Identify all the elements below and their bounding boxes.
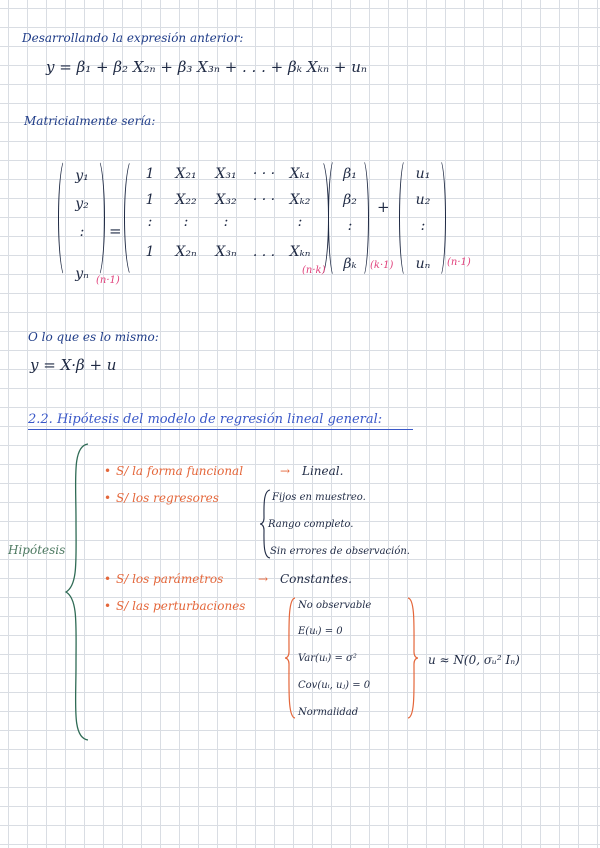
x-cell: · · · [252,192,276,208]
y-n: yₙ [75,266,89,282]
bullet: • [104,464,112,478]
item-parameters: S/ los parámetros [116,572,224,586]
dim-b: (k·1) [370,260,394,271]
item-regressors: S/ los regresores [116,491,219,505]
x-cell: X₂ₙ [175,244,197,260]
disturbances-left-brace-icon [283,596,297,720]
item-disturbances: S/ las perturbaciones [116,599,246,613]
x-row-1 [134,166,318,182]
item-functional-form: S/ la forma funcional [116,464,244,478]
disturbances-right-brace-icon [406,596,420,720]
dim-x: (n·k) [302,265,326,276]
x-cell: 1 [145,244,155,260]
x-cell: Xₖₙ [289,244,311,260]
x-cell: 1 [145,192,155,208]
u-dots: : [420,218,426,234]
x-cell: : [297,214,303,230]
intro-text: Desarrollando la expresión anterior: [22,31,244,45]
b-1: β₁ [343,166,357,182]
b-dots: : [347,218,353,234]
plus-sign: + [377,198,390,216]
item-parameters-value: Constantes. [280,572,352,586]
disturbance-value: Cov(uᵢ, uⱼ) = 0 [298,680,371,691]
u-vector [409,166,437,272]
x-cell: X₂₁ [175,166,197,182]
hypothesis-brace-icon [62,440,92,744]
y-1: y₁ [75,168,89,184]
dim-u: (n·1) [447,257,471,268]
dim-y: (n·1) [96,275,120,286]
expanded-equation: y = β₁ + β₂ X₂ₙ + β₃ X₃ₙ + . . . + βₖ Xₖₙ + uₙ [46,58,367,76]
disturbance-value: Var(uᵢ) = σ² [298,653,357,664]
compact-equation: y = X·β + u [30,356,117,374]
disturbance-value: No observable [298,600,372,611]
x-cell: · · · [252,166,276,182]
y-2: y₂ [75,196,89,212]
section-heading: 2.2. Hipótesis del modelo de regresión lineal general: [28,412,383,427]
disturbance-value: E(uᵢ) = 0 [298,626,343,637]
x-cell: Xₖ₂ [289,192,311,208]
x-row-3 [134,214,318,230]
b-2: β₂ [343,192,357,208]
regressor-value: Rango completo. [268,519,354,530]
u-n: uₙ [415,256,431,272]
y-vector [70,168,94,282]
x-cell: X₃ₙ [215,244,237,260]
beta-vector [338,166,362,272]
x-cell: : [147,214,153,230]
y-dots: : [79,224,85,240]
bullet: • [104,572,112,586]
arrow-icon: → [280,464,291,478]
bullet: • [104,599,112,613]
matrix-intro-text: Matricialmente sería: [24,114,156,128]
item-functional-form-value: Lineal. [302,464,344,478]
x-cell: Xₖ₁ [289,166,311,182]
restatement-text: O lo que es lo mismo: [28,330,159,344]
bullet: • [104,491,112,505]
x-cell: X₃₁ [215,166,237,182]
x-cell [246,214,282,230]
arrow-icon: → [258,572,269,586]
regressor-value: Sin errores de observación. [270,546,410,557]
x-cell: : [183,214,189,230]
x-cell: . . . [252,244,276,260]
u-2: u₂ [415,192,431,208]
heading-underline [28,429,413,430]
x-cell: : [223,214,229,230]
x-row-n [134,244,318,260]
regressor-value: Fijos en muestreo. [272,492,366,503]
distribution-formula: u ≈ N(0, σᵤ² Iₙ) [428,653,520,667]
equals-sign: = [109,222,122,240]
disturbance-value: Normalidad [298,707,359,718]
x-row-2 [134,192,318,208]
x-cell: X₃₂ [215,192,237,208]
x-cell: 1 [145,166,155,182]
hipotesis-label: Hipótesis [8,543,66,557]
u-1: u₁ [415,166,431,182]
x-cell: X₂₂ [175,192,197,208]
b-k: βₖ [343,256,357,272]
